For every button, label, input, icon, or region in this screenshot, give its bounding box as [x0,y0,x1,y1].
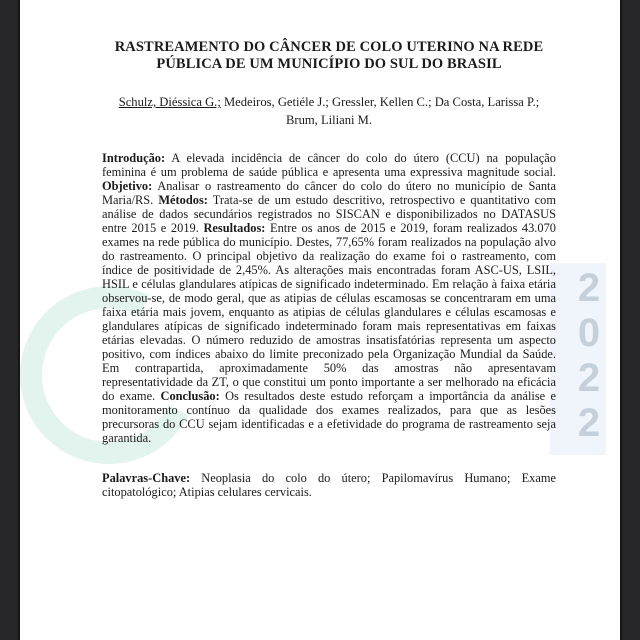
authors-line [102,93,556,129]
watermark-digit: 2 [577,266,601,310]
paper-title: RASTREAMENTO DO CÂNCER DE COLO UTERINO NA REDE PÚBLICA DE UM MUNICÍPIO DO SUL DO BRASIL [114,39,544,72]
section-label-introducao: Introdução: [102,151,166,165]
introducao-text: A elevada incidência de câncer do colo do útero (CCU) na população feminina é um problema de saúde pública e apresenta uma expressiva magnitude social. [102,151,556,179]
keywords-text: Neoplasia do colo do útero; Papilomavírus Humano; Exame citopatológico; Atipias celulares cervicais. [102,471,556,499]
watermark-digit: 0 [577,311,601,355]
section-label-objetivo: Objetivo: [102,179,153,193]
section-label-conclusao: Conclusão: [160,389,220,403]
abstract-content [102,0,556,499]
watermark-digit: 2 [577,356,601,400]
resultados-text: Entre os anos de 2015 e 2019, foram realizados 43.070 exames na rede pública do município. Destes, 77,65% foram realizados na população alvo do rastreamento. O principal objetivo da realização do exame foi o rastreamento, com índice de positividade de 2,45%. As alterações mais encontradas foram ASC-US, LSIL, HSIL e células glandulares atípicas de significado indeterminado. Em relação à faixa etária observou-se, de modo geral, que as atipias de células escamosas se concentraram em uma faixa etária mais jovem, enquanto as atipias de células glandulares e células escamosas e glandulares atípicas de significado indeterminado foram mais representativas em faixas etárias elevadas. O número reduzido de amostras insatisfatórias representa um aspecto positivo, com índices abaixo do limite preconizado pela Organização Mundial da Saúde. Em contrapartida, aproximadamente 50% das amostras não apresentavam representatividade da ZT, o que constitui um ponto importante a ser melhorado na eficácia do exame. [102,221,556,403]
keywords-label: Palavras-Chave: [102,471,191,485]
section-label-metodos: Métodos: [158,193,208,207]
first-author: Schulz, Diéssica G.; [118,95,221,109]
objetivo-text: Analisar o rastreamento do câncer do colo do útero no município de Santa Maria/RS. [102,179,556,207]
document-page [18,0,622,640]
conclusao-text: Os resultados deste estudo reforçam a importância da análise e monitoramento contínuo da qualidade dos exames realizados, para que as lesões precursoras do CCU sejam identificadas e a efetividade do programa de rastreamento seja garantida. [102,389,556,445]
watermark-digit: 2 [577,401,601,445]
year-2022-watermark [568,266,610,446]
metodos-text: Trata-se de um estudo descritivo, retrospectivo e quantitativo com análise de dados secundários registrados no SISCAN e disponibilizados no DATASUS entre 2015 e 2019. [102,193,556,235]
abstract-paragraph [102,151,556,445]
keywords-paragraph [102,471,556,499]
other-authors: Medeiros, Getiéle J.; Gressler, Kellen C.; Da Costa, Larissa P.; Brum, Liliani M. [220,95,540,127]
section-label-resultados: Resultados: [203,221,266,235]
